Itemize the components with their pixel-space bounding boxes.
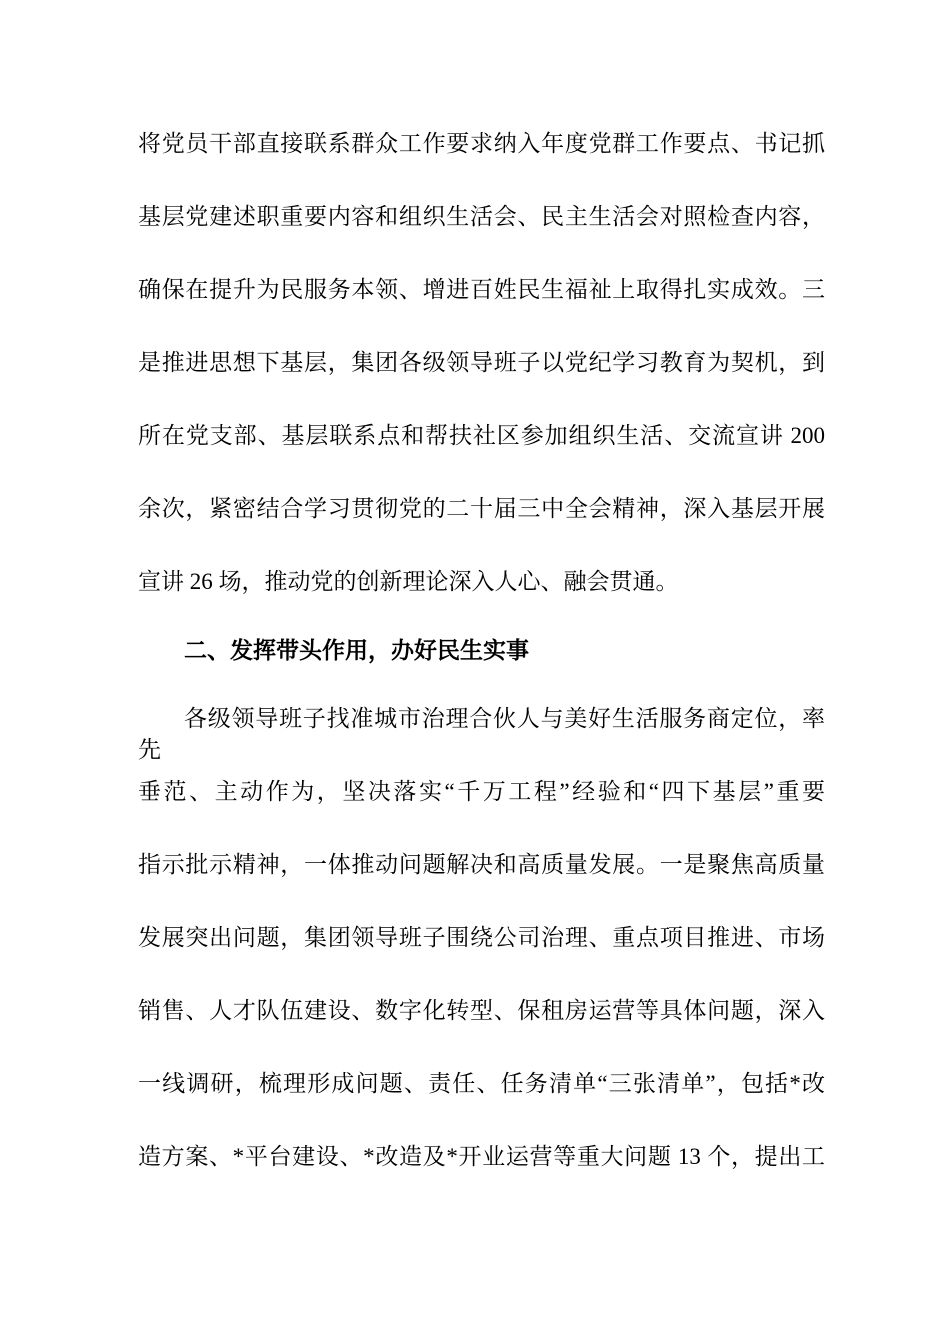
body-text-line: 余次，紧密结合学习贯彻党的二十届三中全会精神，深入基层开展 xyxy=(138,496,825,521)
body-text-line: 指示批示精神，一体推动问题解决和高质量发展。一是聚焦高质量 xyxy=(138,852,825,877)
body-text-line: 是推进思想下基层，集团各级领导班子以党纪学习教育为契机，到 xyxy=(138,350,825,375)
section-heading: 二、发挥带头作用，办好民生实事 xyxy=(184,638,529,663)
body-text-line: 所在党支部、基层联系点和帮扶社区参加组织生活、交流宣讲 200 xyxy=(138,423,825,448)
body-text-line: 基层党建述职重要内容和组织生活会、民主生活会对照检查内容， xyxy=(138,204,825,229)
body-text-line: 垂范、主动作为，坚决落实“千万工程”经验和“四下基层”重要 xyxy=(138,779,825,804)
body-text-line: 将党员干部直接联系群众工作要求纳入年度党群工作要点、书记抓 xyxy=(138,131,825,156)
body-text-line: 确保在提升为民服务本领、增进百姓民生福祉上取得扎实成效。三 xyxy=(138,277,825,302)
body-text-line: 一线调研，梳理形成问题、责任、任务清单“三张清单”，包括*改 xyxy=(138,1071,825,1096)
body-text-line: 发展突出问题，集团领导班子围绕公司治理、重点项目推进、市场 xyxy=(138,925,825,950)
body-text-line: 造方案、*平台建设、*改造及*开业运营等重大问题 13 个，提出工 xyxy=(138,1144,825,1169)
body-text-line: 销售、人才队伍建设、数字化转型、保租房运营等具体问题，深入 xyxy=(138,998,825,1023)
paragraph-end-line: 宣讲 26 场，推动党的创新理论深入人心、融会贯通。 xyxy=(138,569,679,594)
paragraph-first-line: 各级领导班子找准城市治理合伙人与美好生活服务商定位，率先 xyxy=(138,706,825,762)
